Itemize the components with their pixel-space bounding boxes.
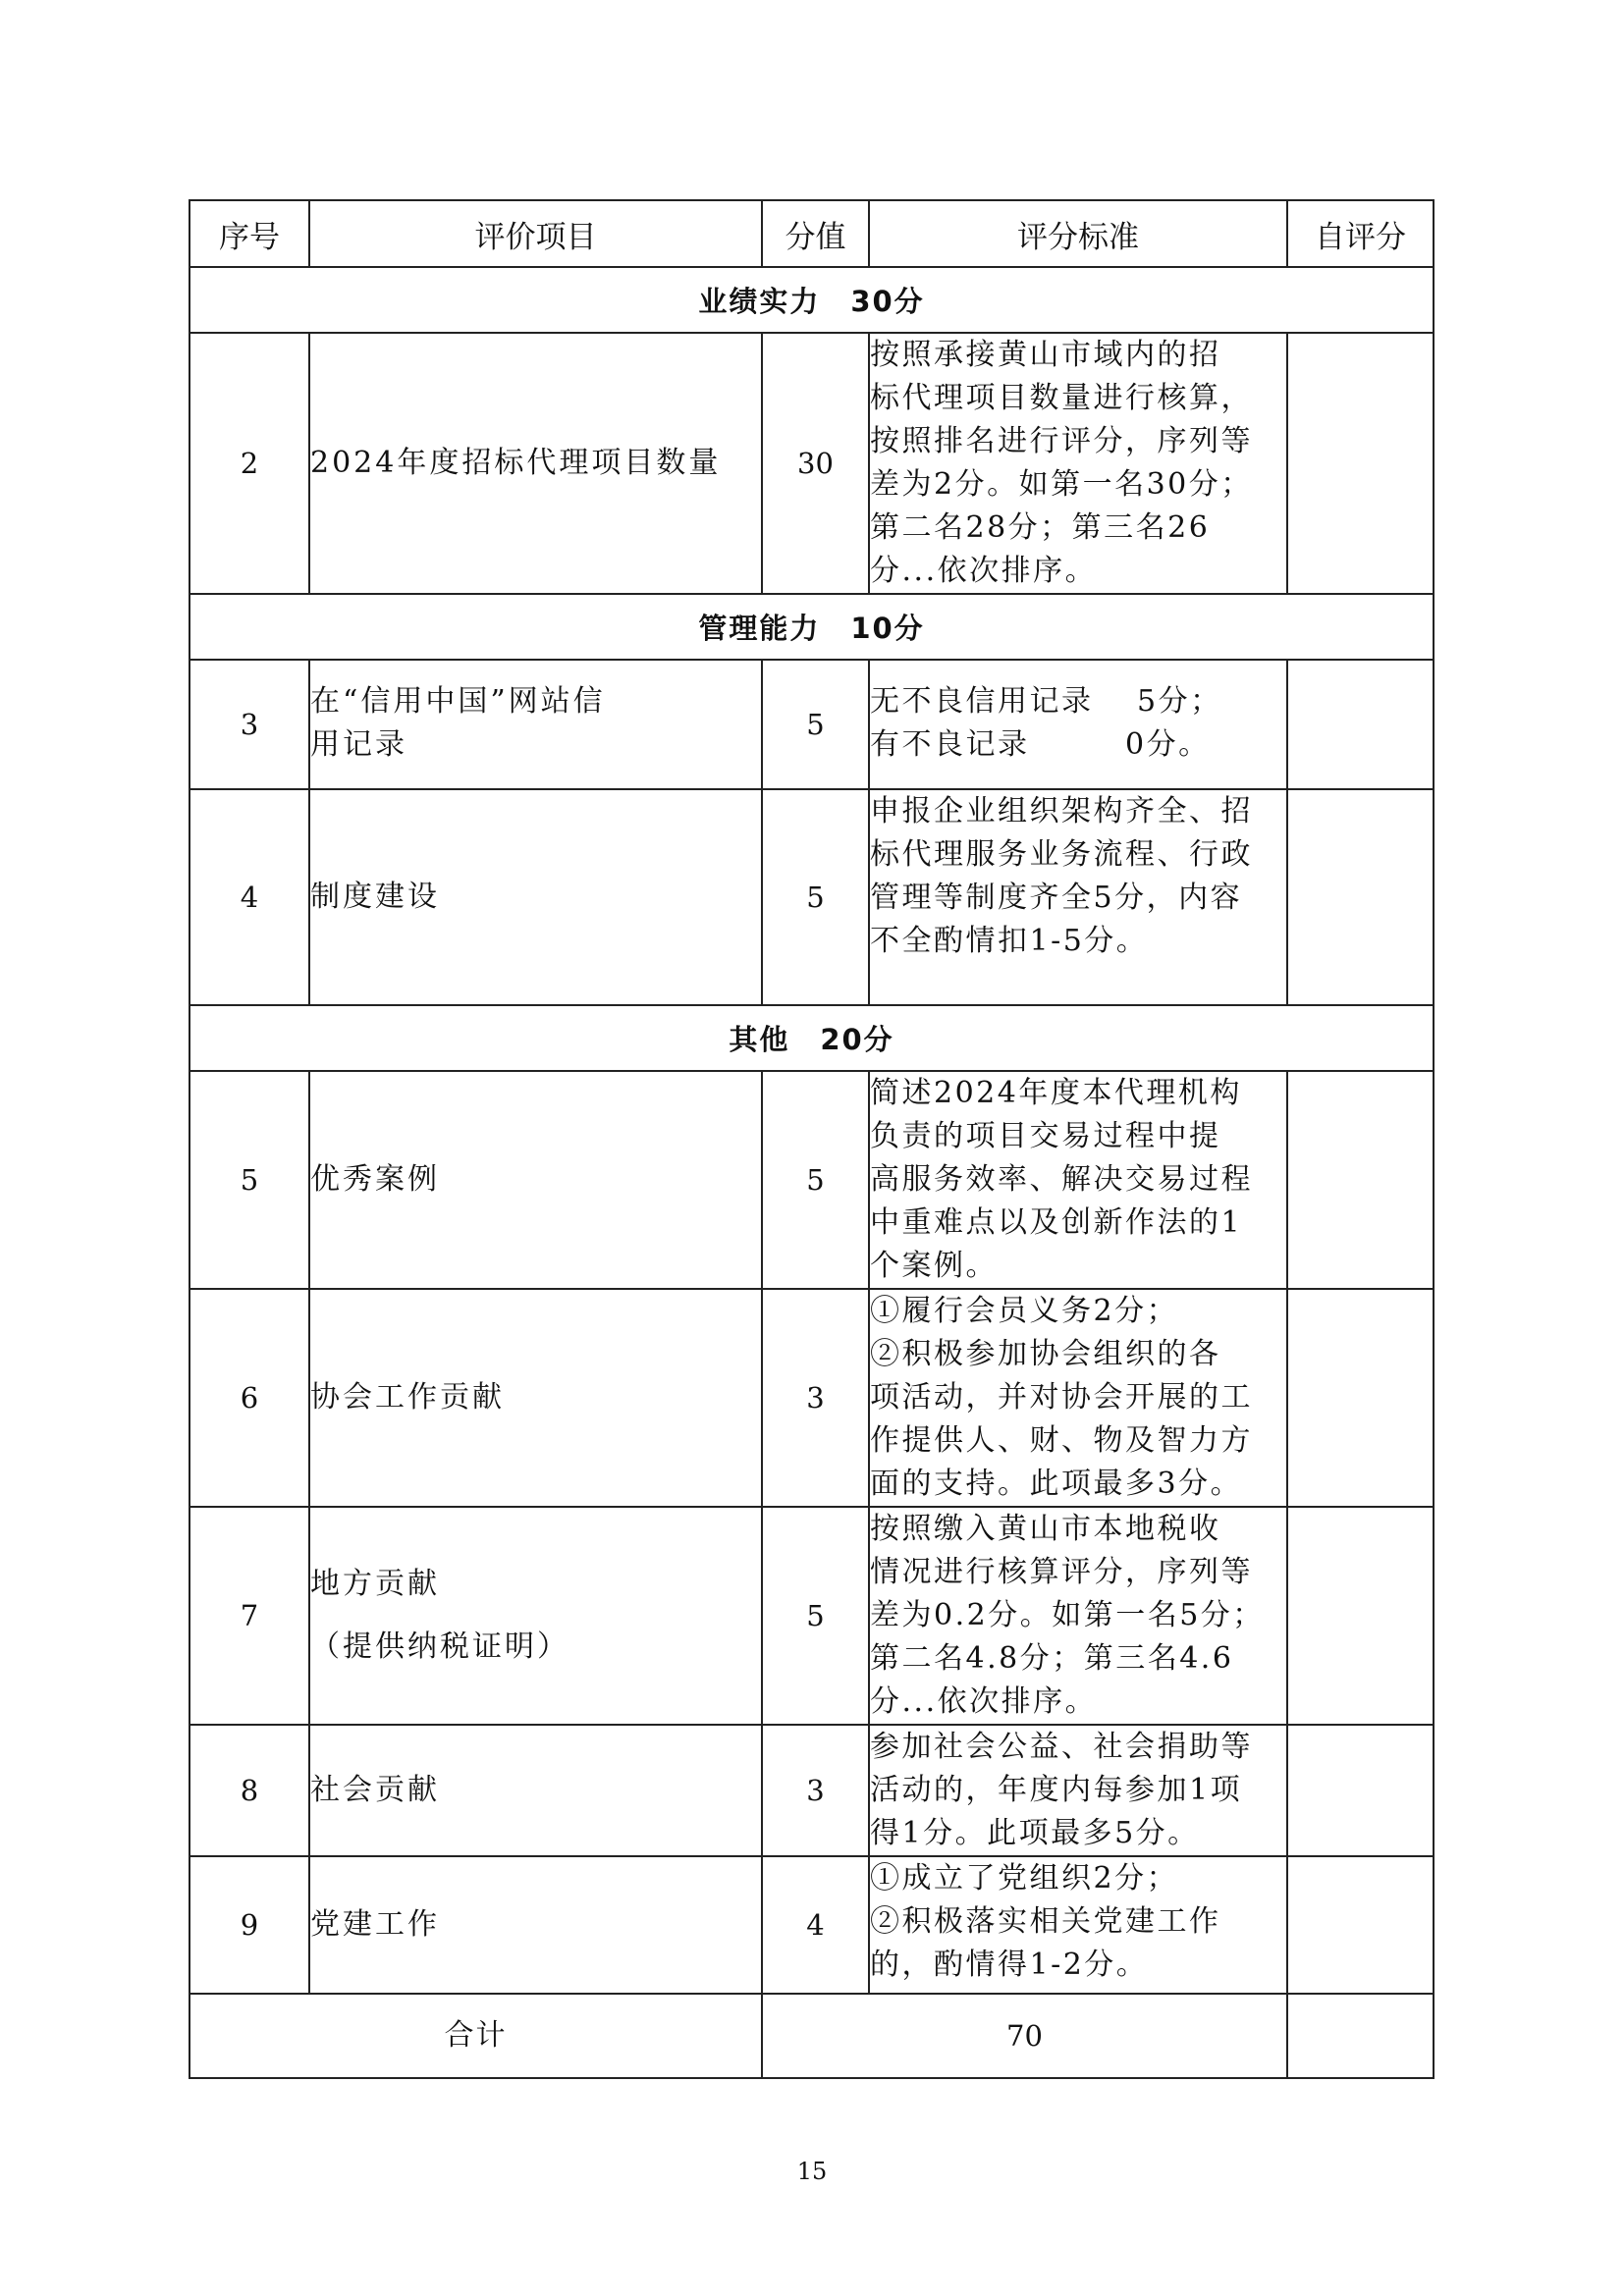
item-line: 用记录 bbox=[310, 727, 407, 762]
item-line: 协会工作贡献 bbox=[310, 1380, 505, 1415]
table-row bbox=[189, 1507, 1434, 1725]
row-item bbox=[309, 1289, 762, 1507]
criteria-line: 分...依次排序。 bbox=[870, 1684, 1098, 1719]
total-points: 70 bbox=[762, 1994, 1287, 2078]
criteria-line: 无不良信用记录 5分； bbox=[870, 684, 1222, 719]
section-row bbox=[189, 267, 1434, 333]
criteria-line: ②积极落实相关党建工作 bbox=[870, 1904, 1221, 1939]
row-item bbox=[309, 1071, 762, 1289]
total-row bbox=[189, 1994, 1434, 2078]
row-points: 5 bbox=[762, 1071, 869, 1289]
row-criteria bbox=[869, 1507, 1287, 1725]
criteria-line: 第二名28分；第三名26 bbox=[870, 510, 1211, 545]
criteria-line: 得1分。此项最多5分。 bbox=[870, 1816, 1200, 1850]
criteria-line: 负责的项目交易过程中提 bbox=[870, 1119, 1221, 1153]
row-self-score bbox=[1287, 1725, 1434, 1856]
item-line: 制度建设 bbox=[310, 880, 440, 914]
header-points: 分值 bbox=[762, 200, 869, 267]
row-item bbox=[309, 1507, 762, 1725]
row-seq: 3 bbox=[189, 660, 309, 789]
row-criteria bbox=[869, 789, 1287, 1005]
table-row bbox=[189, 333, 1434, 594]
row-seq: 6 bbox=[189, 1289, 309, 1507]
criteria-line: 差为2分。如第一名30分； bbox=[870, 467, 1253, 502]
criteria-line: 不全酌情扣1-5分。 bbox=[870, 924, 1149, 958]
item-line: 社会贡献 bbox=[310, 1773, 440, 1807]
criteria-line: 按照排名进行评分，序列等 bbox=[870, 424, 1253, 458]
criteria-line: 第二名4.8分；第三名4.6 bbox=[870, 1641, 1234, 1676]
row-self-score bbox=[1287, 660, 1434, 789]
row-criteria bbox=[869, 1856, 1287, 1994]
criteria-line: 差为0.2分。如第一名5分； bbox=[870, 1598, 1265, 1632]
item-line: 地方贡献 bbox=[310, 1567, 440, 1601]
row-self-score bbox=[1287, 1071, 1434, 1289]
criteria-line: 申报企业组织架构齐全、招 bbox=[870, 794, 1253, 828]
row-seq: 9 bbox=[189, 1856, 309, 1994]
section-title: 其他 20分 bbox=[189, 1005, 1434, 1071]
criteria-line: 个案例。 bbox=[870, 1249, 998, 1283]
row-criteria bbox=[869, 1289, 1287, 1507]
row-criteria bbox=[869, 1071, 1287, 1289]
header-seq: 序号 bbox=[189, 200, 309, 267]
criteria-line: 中重难点以及创新作法的1 bbox=[870, 1205, 1243, 1240]
scoring-table bbox=[189, 199, 1435, 2079]
table-row bbox=[189, 1289, 1434, 1507]
row-seq: 4 bbox=[189, 789, 309, 1005]
row-criteria bbox=[869, 660, 1287, 789]
criteria-line: 高服务效率、解决交易过程 bbox=[870, 1162, 1253, 1197]
item-line: 党建工作 bbox=[310, 1907, 440, 1942]
row-seq: 5 bbox=[189, 1071, 309, 1289]
header-criteria: 评分标准 bbox=[869, 200, 1287, 267]
section-row bbox=[189, 594, 1434, 660]
criteria-line: 标代理项目数量进行核算， bbox=[870, 381, 1253, 415]
criteria-line: 面的支持。此项最多3分。 bbox=[870, 1467, 1243, 1501]
row-points: 30 bbox=[762, 333, 869, 594]
row-item bbox=[309, 789, 762, 1005]
row-self-score bbox=[1287, 1289, 1434, 1507]
criteria-line: 参加社会公益、社会捐助等 bbox=[870, 1730, 1253, 1764]
header-row bbox=[189, 200, 1434, 267]
criteria-line: 简述2024年度本代理机构 bbox=[870, 1076, 1242, 1110]
criteria-line: 按照缴入黄山市本地税收 bbox=[870, 1512, 1221, 1546]
table-row bbox=[189, 1725, 1434, 1856]
criteria-line: ②积极参加协会组织的各 bbox=[870, 1337, 1221, 1371]
row-points: 5 bbox=[762, 660, 869, 789]
row-seq: 2 bbox=[189, 333, 309, 594]
table-row bbox=[189, 660, 1434, 789]
row-points: 4 bbox=[762, 1856, 869, 1994]
criteria-line: ①履行会员义务2分； bbox=[870, 1294, 1179, 1328]
row-item bbox=[309, 333, 762, 594]
criteria-line: 项活动，并对协会开展的工 bbox=[870, 1380, 1253, 1415]
section-title: 业绩实力 30分 bbox=[189, 267, 1434, 333]
page-number: 15 bbox=[796, 2158, 828, 2185]
header-self-score: 自评分 bbox=[1287, 200, 1434, 267]
criteria-line: 标代理服务业务流程、行政 bbox=[870, 837, 1253, 872]
row-points: 5 bbox=[762, 789, 869, 1005]
row-item bbox=[309, 660, 762, 789]
row-item bbox=[309, 1856, 762, 1994]
section-row bbox=[189, 1005, 1434, 1071]
criteria-line: ①成立了党组织2分； bbox=[870, 1861, 1179, 1896]
row-criteria bbox=[869, 333, 1287, 594]
item-line: 2024年度招标代理项目数量 bbox=[310, 446, 722, 480]
section-title: 管理能力 10分 bbox=[189, 594, 1434, 660]
item-line: 在“信用中国”网站信 bbox=[310, 684, 606, 719]
criteria-line: 管理等制度齐全5分，内容 bbox=[870, 881, 1243, 915]
total-self-score bbox=[1287, 1994, 1434, 2078]
criteria-line: 有不良记录 0分。 bbox=[870, 727, 1211, 762]
item-line: 优秀案例 bbox=[310, 1162, 440, 1197]
row-points: 5 bbox=[762, 1507, 869, 1725]
table-row bbox=[189, 1856, 1434, 1994]
row-self-score bbox=[1287, 333, 1434, 594]
criteria-line: 情况进行核算评分，序列等 bbox=[870, 1555, 1253, 1589]
row-points: 3 bbox=[762, 1289, 869, 1507]
criteria-line: 作提供人、财、物及智力方 bbox=[870, 1423, 1253, 1458]
row-points: 3 bbox=[762, 1725, 869, 1856]
row-seq: 8 bbox=[189, 1725, 309, 1856]
criteria-line: 按照承接黄山市域内的招 bbox=[870, 338, 1221, 372]
row-self-score bbox=[1287, 1856, 1434, 1994]
row-criteria bbox=[869, 1725, 1287, 1856]
table-row bbox=[189, 1071, 1434, 1289]
row-self-score bbox=[1287, 789, 1434, 1005]
criteria-line: 活动的，年度内每参加1项 bbox=[870, 1773, 1243, 1807]
criteria-line: 分...依次排序。 bbox=[870, 554, 1098, 588]
table-row bbox=[189, 789, 1434, 1005]
total-label: 合计 bbox=[189, 1994, 762, 2078]
row-self-score bbox=[1287, 1507, 1434, 1725]
row-item bbox=[309, 1725, 762, 1856]
row-seq: 7 bbox=[189, 1507, 309, 1725]
criteria-line: 的，酌情得1-2分。 bbox=[870, 1948, 1149, 1982]
header-item: 评价项目 bbox=[309, 200, 762, 267]
item-line: （提供纳税证明） bbox=[310, 1629, 569, 1664]
